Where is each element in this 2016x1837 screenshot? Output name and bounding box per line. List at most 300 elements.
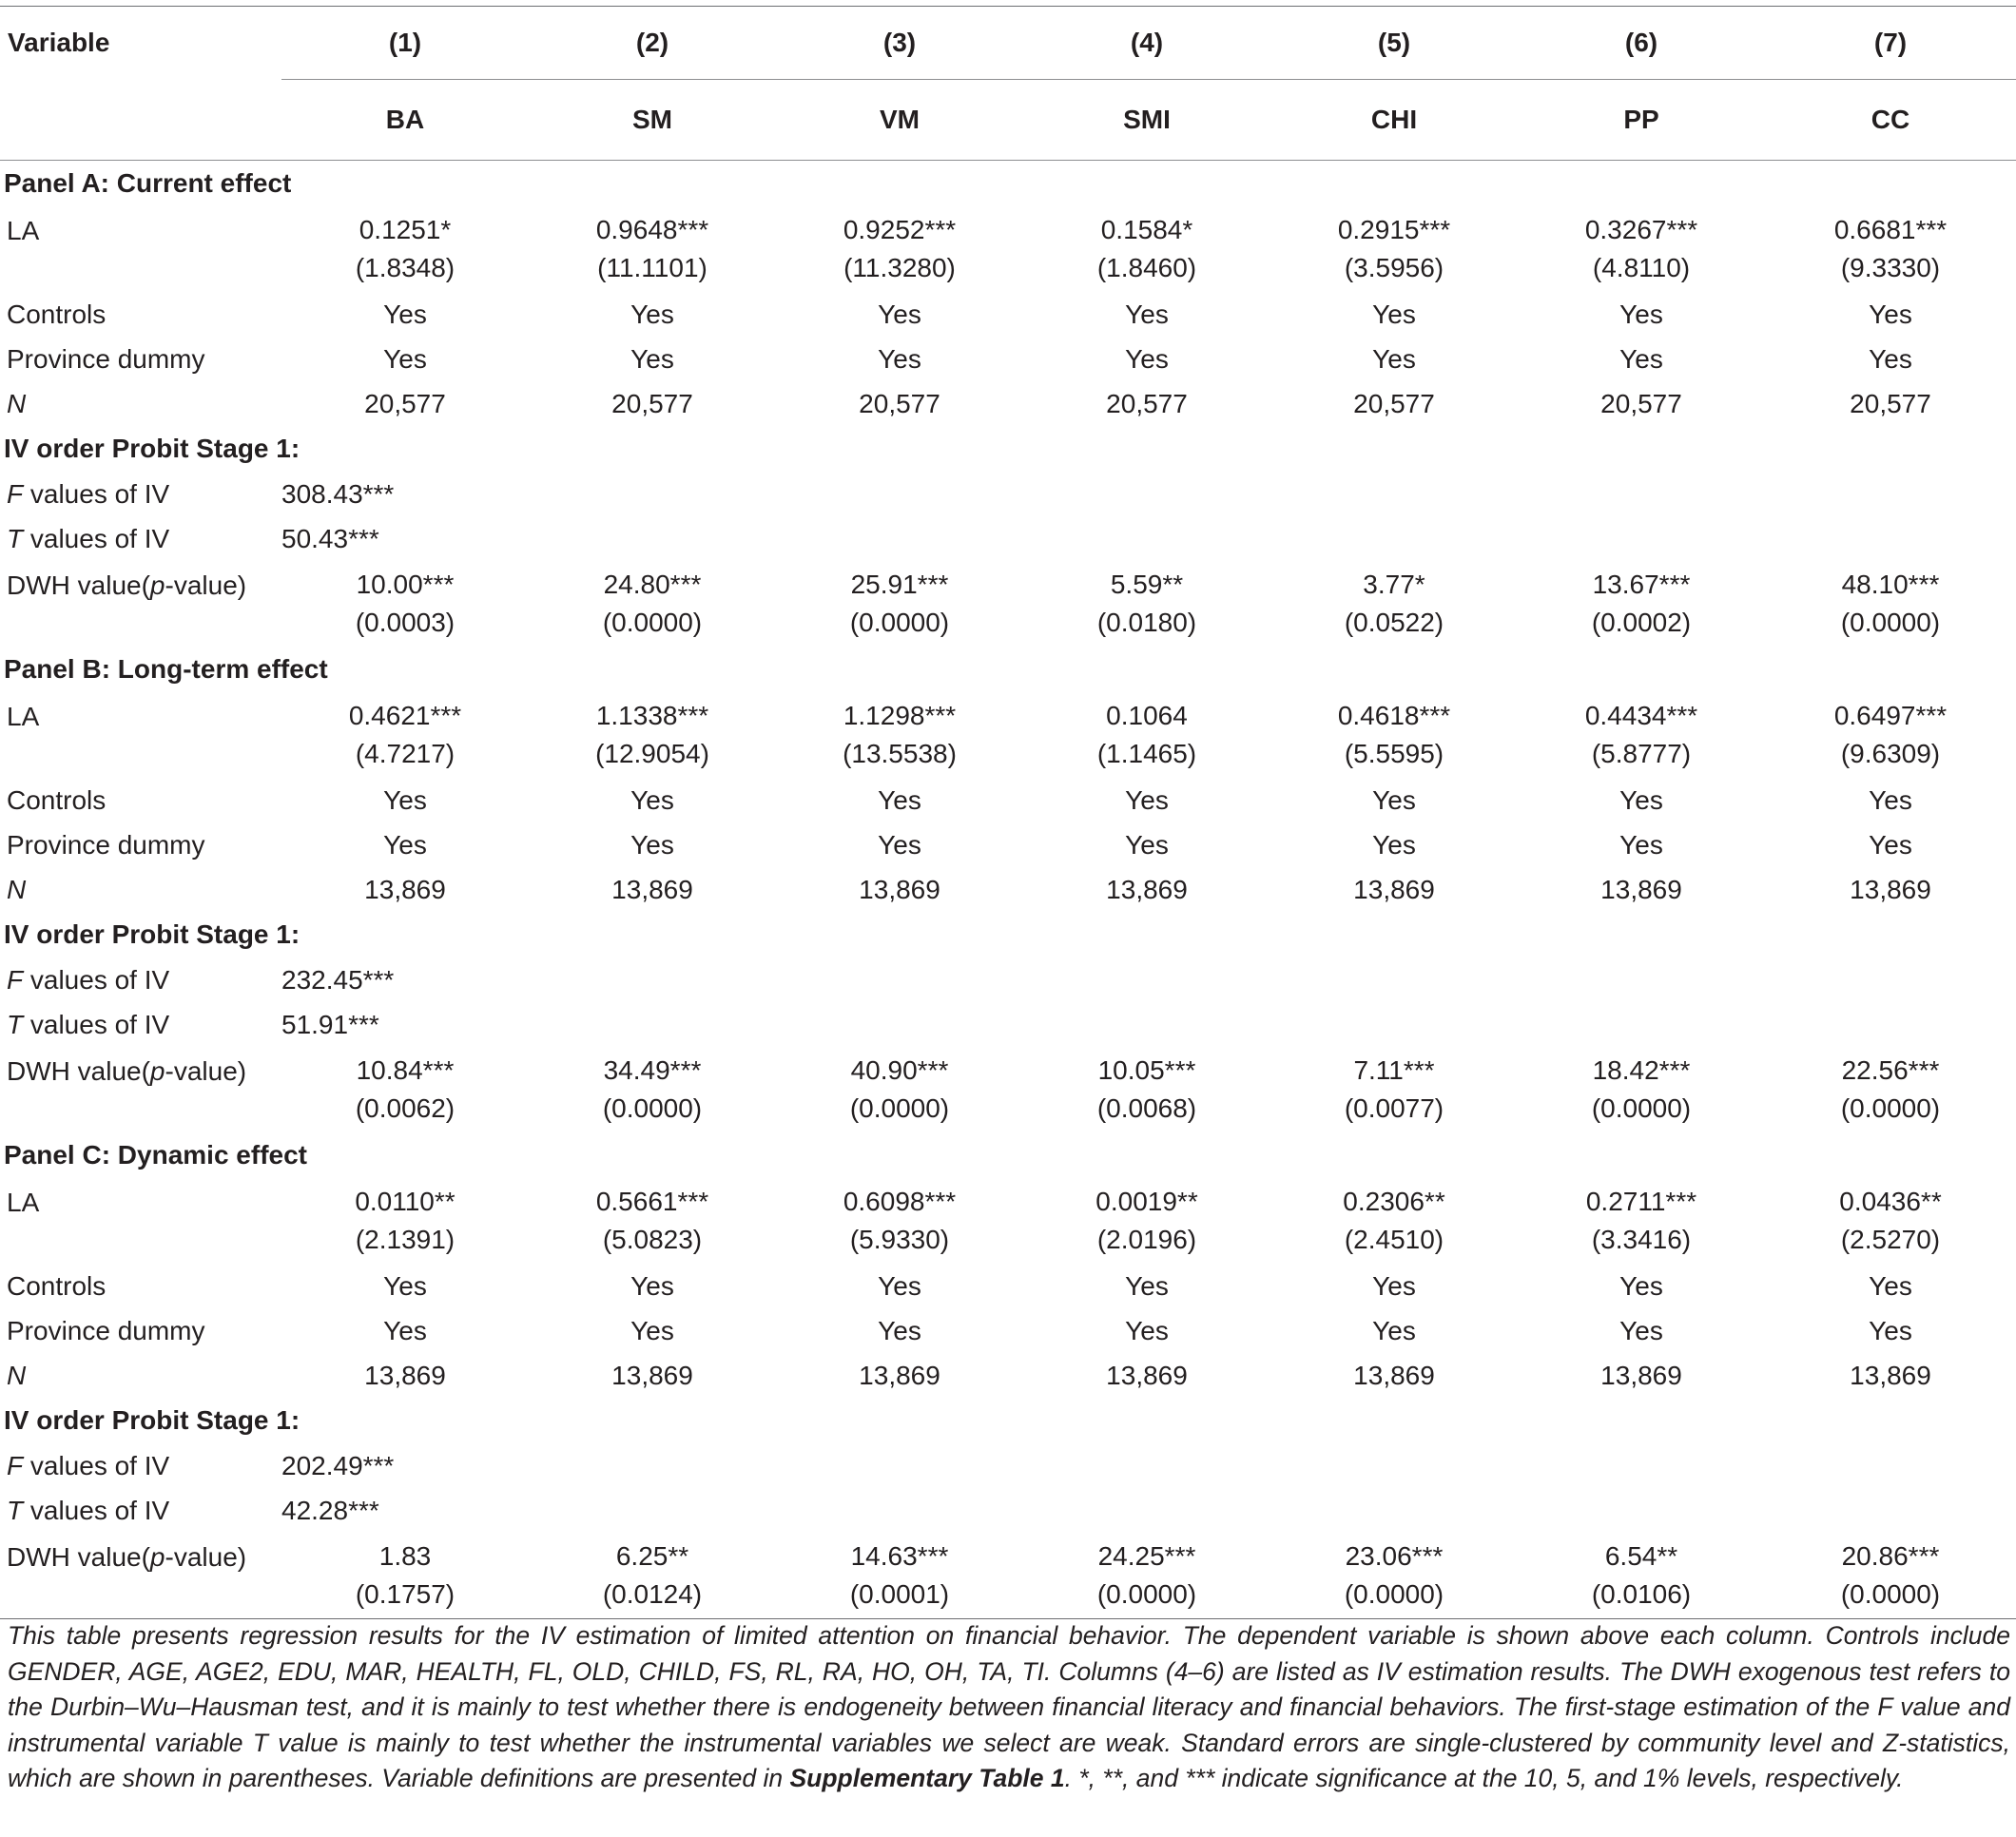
coefficient: 0.4621*** — [348, 701, 462, 730]
row-label-italic: F — [7, 1450, 24, 1480]
row-label-italic: T — [7, 1009, 24, 1039]
z-statistic: (13.5538) — [843, 739, 957, 768]
row-label-italic: F — [7, 478, 24, 509]
col-number: (7) — [1873, 28, 1908, 57]
panel-title: Panel B: Long-term effect — [4, 654, 328, 684]
dwh-cell — [776, 1533, 1023, 1619]
la-cell — [281, 206, 529, 292]
z-statistic: (3.3416) — [1591, 1225, 1692, 1254]
z-statistic: (9.3330) — [1840, 253, 1941, 282]
coefficient: 0.3267*** — [1584, 215, 1698, 244]
province-row — [0, 1308, 2016, 1353]
la-row — [0, 692, 2016, 778]
iv-stage-title: IV order Probit Stage 1: — [4, 1405, 300, 1435]
row-label-text: -value) — [165, 1542, 247, 1572]
controls-cell: Yes — [1372, 299, 1416, 329]
row-label — [0, 381, 281, 426]
dwh-cell — [1270, 561, 1518, 647]
header-blank — [0, 80, 281, 161]
row-label — [0, 1178, 281, 1264]
dwh-row — [0, 1047, 2016, 1132]
dwh-p-value: (0.0000) — [602, 1093, 703, 1123]
controls-cell: Yes — [878, 1270, 921, 1301]
controls-cell: Yes — [1372, 1270, 1416, 1301]
z-statistic: (5.0823) — [602, 1225, 703, 1254]
n-cell: 13,869 — [1106, 1360, 1188, 1390]
province-cell: Yes — [1619, 343, 1663, 374]
la-cell — [529, 206, 776, 292]
col-name: VM — [776, 80, 1023, 161]
dwh-cell — [281, 561, 529, 647]
row-label — [0, 337, 281, 381]
la-cell — [1270, 206, 1518, 292]
n-cell: 20,577 — [859, 388, 940, 418]
col-name: SM — [529, 80, 776, 161]
panel-title: Panel A: Current effect — [4, 168, 292, 198]
la-cell — [1023, 206, 1270, 292]
t-value: 50.43*** — [281, 523, 379, 553]
n-cell: 13,869 — [1106, 874, 1188, 904]
province-cell: Yes — [1125, 829, 1169, 860]
row-label-text: DWH value( — [7, 570, 150, 600]
coefficient: 0.2915*** — [1337, 215, 1451, 244]
row-label — [0, 1443, 281, 1488]
row-label-text: Province dummy — [7, 1315, 205, 1345]
dwh-cell — [1765, 1047, 2016, 1132]
panel-title-row — [0, 161, 2016, 207]
z-statistic: (11.1101) — [597, 253, 708, 282]
z-statistic: (9.6309) — [1840, 739, 1941, 768]
row-label — [0, 867, 281, 912]
dwh-p-value: (0.0062) — [355, 1093, 456, 1123]
controls-cell: Yes — [1869, 784, 1912, 815]
f-value: 308.43*** — [281, 478, 395, 509]
f-value: 202.49*** — [281, 1450, 395, 1480]
la-row — [0, 206, 2016, 292]
row-label — [0, 1353, 281, 1398]
province-cell: Yes — [878, 1315, 921, 1345]
la-cell — [776, 1178, 1023, 1264]
t-values-row — [0, 1488, 2016, 1533]
n-cell: 13,869 — [1353, 1360, 1435, 1390]
dwh-cell — [776, 561, 1023, 647]
controls-cell: Yes — [383, 784, 427, 815]
row-label — [0, 1002, 281, 1047]
dwh-value: 24.80*** — [603, 570, 702, 599]
la-cell — [1765, 692, 2016, 778]
row-label — [0, 292, 281, 337]
province-cell: Yes — [630, 829, 674, 860]
n-cell: 13,869 — [1850, 874, 1931, 904]
z-statistic: (11.3280) — [843, 253, 956, 282]
coefficient: 0.9252*** — [843, 215, 957, 244]
n-cell: 20,577 — [364, 388, 446, 418]
col-number: (4) — [1130, 28, 1164, 57]
dwh-value: 10.00*** — [356, 570, 455, 599]
la-cell — [1518, 206, 1765, 292]
coefficient: 0.0436** — [1839, 1187, 1942, 1216]
dwh-value: 3.77* — [1363, 570, 1425, 599]
col-name: SMI — [1023, 80, 1270, 161]
row-label — [0, 1308, 281, 1353]
n-cell: 13,869 — [611, 874, 693, 904]
province-cell: Yes — [630, 343, 674, 374]
row-label — [0, 1488, 281, 1533]
row-label-text: Province dummy — [7, 829, 205, 860]
controls-cell: Yes — [630, 1270, 674, 1301]
f-value: 232.45*** — [281, 964, 395, 995]
dwh-cell — [1518, 561, 1765, 647]
col-number: (6) — [1624, 28, 1658, 57]
la-cell — [1023, 692, 1270, 778]
coefficient: 0.4618*** — [1337, 701, 1451, 730]
dwh-value: 20.86*** — [1841, 1541, 1940, 1571]
row-label-text: -value) — [165, 1056, 247, 1086]
dwh-value: 25.91*** — [850, 570, 949, 599]
col-name: CHI — [1270, 80, 1518, 161]
province-cell: Yes — [1125, 1315, 1169, 1345]
dwh-p-value: (0.0000) — [1840, 608, 1941, 637]
dwh-cell — [529, 1047, 776, 1132]
dwh-cell — [1518, 1533, 1765, 1619]
col-name: BA — [281, 80, 529, 161]
z-statistic: (1.8348) — [355, 253, 456, 282]
z-statistic: (3.5956) — [1344, 253, 1444, 282]
row-label — [0, 1533, 281, 1619]
iv-stage-title-row — [0, 912, 2016, 957]
row-label-italic: N — [7, 1360, 27, 1390]
n-row — [0, 381, 2016, 426]
row-label-text: values of IV — [23, 1450, 170, 1480]
row-label-text: Controls — [7, 299, 107, 329]
n-cell: 13,869 — [364, 1360, 446, 1390]
z-statistic: (1.8460) — [1096, 253, 1197, 282]
coefficient: 0.1584* — [1100, 215, 1193, 244]
row-label — [0, 472, 281, 516]
z-statistic: (2.5270) — [1840, 1225, 1941, 1254]
n-cell: 20,577 — [611, 388, 693, 418]
row-label-text: values of IV — [23, 964, 170, 995]
province-cell: Yes — [1869, 343, 1912, 374]
row-label-text: values of IV — [23, 1495, 170, 1525]
dwh-p-value: (0.0000) — [1096, 1579, 1197, 1609]
z-statistic: (5.9330) — [849, 1225, 950, 1254]
province-cell: Yes — [383, 343, 427, 374]
la-cell — [529, 1178, 776, 1264]
dwh-p-value: (0.1757) — [355, 1579, 456, 1609]
panel-title-row — [0, 1132, 2016, 1178]
iv-stage-title-row — [0, 426, 2016, 472]
province-cell: Yes — [630, 1315, 674, 1345]
header-row-names — [0, 80, 2016, 161]
n-cell: 13,869 — [1600, 874, 1682, 904]
la-cell — [281, 1178, 529, 1264]
coefficient: 0.4434*** — [1584, 701, 1698, 730]
dwh-value: 7.11*** — [1353, 1055, 1435, 1085]
z-statistic: (5.8777) — [1591, 739, 1692, 768]
row-label-text: Controls — [7, 1270, 107, 1301]
dwh-value: 5.59** — [1110, 570, 1184, 599]
n-cell: 13,869 — [1850, 1360, 1931, 1390]
dwh-cell — [1765, 1533, 2016, 1619]
n-cell: 20,577 — [1353, 388, 1435, 418]
la-cell — [1023, 1178, 1270, 1264]
row-label-text: values of IV — [23, 478, 170, 509]
la-cell — [1518, 692, 1765, 778]
n-cell: 13,869 — [859, 874, 940, 904]
province-row — [0, 822, 2016, 867]
dwh-p-value: (0.0522) — [1344, 608, 1444, 637]
coefficient: 0.1251* — [359, 215, 452, 244]
la-row — [0, 1178, 2016, 1264]
coefficient: 0.6497*** — [1833, 701, 1948, 730]
variable-header: Variable — [8, 28, 110, 58]
f-values-row — [0, 472, 2016, 516]
z-statistic: (2.0196) — [1096, 1225, 1197, 1254]
province-cell: Yes — [1372, 829, 1416, 860]
controls-cell: Yes — [1869, 1270, 1912, 1301]
row-label-text: values of IV — [23, 1009, 170, 1039]
province-cell: Yes — [878, 829, 921, 860]
dwh-p-value: (0.0077) — [1344, 1093, 1444, 1123]
footnote-significance: . *, **, and *** indicate significance at the 10, 5, and 1% levels, respectively. — [1064, 1764, 1904, 1792]
dwh-p-value: (0.0000) — [849, 1093, 950, 1123]
z-statistic: (4.8110) — [1592, 253, 1691, 282]
n-cell: 13,869 — [364, 874, 446, 904]
province-cell: Yes — [1372, 343, 1416, 374]
dwh-cell — [1023, 561, 1270, 647]
dwh-value: 34.49*** — [603, 1055, 702, 1085]
dwh-value: 14.63*** — [850, 1541, 949, 1571]
controls-cell: Yes — [1619, 299, 1663, 329]
dwh-cell — [1518, 1047, 1765, 1132]
t-values-row — [0, 516, 2016, 561]
dwh-p-value: (0.0068) — [1096, 1093, 1197, 1123]
la-cell — [776, 206, 1023, 292]
row-label-text: Province dummy — [7, 343, 205, 374]
header-row-numbers — [0, 7, 2016, 80]
iv-stage-title: IV order Probit Stage 1: — [4, 919, 300, 949]
coefficient: 0.0110** — [355, 1187, 456, 1216]
dwh-cell — [529, 561, 776, 647]
coefficient: 1.1298*** — [843, 701, 957, 730]
dwh-p-value: (0.0000) — [1344, 1579, 1444, 1609]
dwh-value: 6.54** — [1604, 1541, 1678, 1571]
row-label — [0, 516, 281, 561]
dwh-value: 10.05*** — [1097, 1055, 1196, 1085]
coefficient: 0.0019** — [1095, 1187, 1198, 1216]
dwh-p-value: (0.0002) — [1591, 608, 1692, 637]
row-label-text: LA — [7, 1188, 40, 1217]
row-label-text: DWH value( — [7, 1542, 150, 1572]
row-label — [0, 1047, 281, 1132]
row-label-italic: N — [7, 874, 27, 904]
row-label-italic: T — [7, 1495, 24, 1525]
dwh-value: 22.56*** — [1841, 1055, 1940, 1085]
n-cell: 20,577 — [1850, 388, 1931, 418]
footnote-text: This table presents regression results for the IV estimation of limited attention on financial behavior. The dependent variable is shown above each column. Controls include GENDER, AGE, AGE2, EDU, MAR, HEALTH, FL, OLD, CHILD, FS, RL, RA, HO, OH, TA, TI. Columns (4–6) are listed as IV estimation results. The DWH exogenous test refers to the Durbin–Wu–Hausman test, and it is mainly to test whether there is endogeneity between financial literacy and financial behaviors. The first-stage estimation of the F value and instrumental variable T value is mainly to test whether the instrumental variables we select are weak. Standard errors are single-clustered by community level and Z-statistics, which are shown in parentheses. Variable definitions are presented in — [8, 1621, 2010, 1792]
dwh-value: 6.25** — [615, 1541, 689, 1571]
row-label-text: Controls — [7, 784, 107, 815]
z-statistic: (1.1465) — [1096, 739, 1197, 768]
n-cell: 13,869 — [1600, 1360, 1682, 1390]
controls-cell: Yes — [630, 784, 674, 815]
dwh-value: 23.06*** — [1345, 1541, 1444, 1571]
table-body — [0, 161, 2016, 1619]
dwh-p-value: (0.0000) — [849, 608, 950, 637]
dwh-cell — [1023, 1047, 1270, 1132]
row-label — [0, 206, 281, 292]
la-cell — [1518, 1178, 1765, 1264]
controls-cell: Yes — [1125, 784, 1169, 815]
row-label-italic: p — [149, 570, 165, 600]
controls-cell: Yes — [630, 299, 674, 329]
coefficient: 0.2711*** — [1585, 1187, 1697, 1216]
row-label-italic: N — [7, 388, 27, 418]
coefficient: 0.2306** — [1343, 1187, 1445, 1216]
controls-cell: Yes — [878, 784, 921, 815]
dwh-p-value: (0.0124) — [602, 1579, 703, 1609]
coefficient: 0.9648*** — [595, 215, 709, 244]
controls-row — [0, 292, 2016, 337]
dwh-p-value: (0.0001) — [849, 1579, 950, 1609]
coefficient: 0.6098*** — [843, 1187, 957, 1216]
z-statistic: (2.4510) — [1344, 1225, 1444, 1254]
row-label-italic: T — [7, 523, 24, 553]
n-row — [0, 1353, 2016, 1398]
n-cell: 13,869 — [611, 1360, 693, 1390]
province-cell: Yes — [878, 343, 921, 374]
controls-row — [0, 1264, 2016, 1308]
province-cell: Yes — [1869, 829, 1912, 860]
row-label — [0, 957, 281, 1002]
row-label — [0, 1264, 281, 1308]
n-cell: 20,577 — [1600, 388, 1682, 418]
coefficient: 0.1064 — [1106, 701, 1188, 730]
controls-row — [0, 778, 2016, 822]
dwh-cell — [1270, 1047, 1518, 1132]
dwh-cell — [529, 1533, 776, 1619]
row-label-text: LA — [7, 702, 40, 731]
z-statistic: (12.9054) — [595, 739, 709, 768]
coefficient: 0.6681*** — [1833, 215, 1948, 244]
dwh-cell — [1270, 1533, 1518, 1619]
province-cell: Yes — [1125, 343, 1169, 374]
row-label — [0, 692, 281, 778]
dwh-p-value: (0.0000) — [1840, 1579, 1941, 1609]
panel-title: Panel C: Dynamic effect — [4, 1140, 307, 1170]
col-number: (1) — [388, 28, 422, 57]
dwh-value: 24.25*** — [1097, 1541, 1196, 1571]
row-label — [0, 822, 281, 867]
dwh-p-value: (0.0180) — [1096, 608, 1197, 637]
province-row — [0, 337, 2016, 381]
col-number: (2) — [635, 28, 669, 57]
province-cell: Yes — [1619, 829, 1663, 860]
province-cell: Yes — [1372, 1315, 1416, 1345]
controls-cell: Yes — [1619, 784, 1663, 815]
row-label-text: DWH value( — [7, 1056, 150, 1086]
la-cell — [1270, 692, 1518, 778]
controls-cell: Yes — [1125, 299, 1169, 329]
dwh-p-value: (0.0003) — [355, 608, 456, 637]
panel-title-row — [0, 647, 2016, 692]
la-cell — [281, 692, 529, 778]
row-label-italic: F — [7, 964, 24, 995]
row-label-text: values of IV — [23, 523, 170, 553]
province-cell: Yes — [383, 829, 427, 860]
dwh-cell — [1023, 1533, 1270, 1619]
col-number: (3) — [882, 28, 917, 57]
footnote-supplementary-ref: Supplementary Table 1 — [789, 1764, 1065, 1792]
dwh-p-value: (0.0000) — [602, 608, 703, 637]
controls-cell: Yes — [1372, 784, 1416, 815]
dwh-cell — [281, 1533, 529, 1619]
n-cell: 20,577 — [1106, 388, 1188, 418]
province-cell: Yes — [383, 1315, 427, 1345]
coefficient: 1.1338*** — [595, 701, 709, 730]
coefficient: 0.5661*** — [595, 1187, 709, 1216]
dwh-cell — [1765, 561, 2016, 647]
n-cell: 13,869 — [859, 1360, 940, 1390]
z-statistic: (2.1391) — [355, 1225, 456, 1254]
controls-cell: Yes — [1619, 1270, 1663, 1301]
row-label-text: -value) — [165, 570, 247, 600]
iv-stage-title-row — [0, 1398, 2016, 1443]
la-cell — [529, 692, 776, 778]
dwh-value: 13.67*** — [1592, 570, 1691, 599]
t-values-row — [0, 1002, 2016, 1047]
row-label-italic: p — [149, 1542, 165, 1572]
dwh-p-value: (0.0000) — [1591, 1093, 1692, 1123]
z-statistic: (4.7217) — [355, 739, 456, 768]
col-name: CC — [1765, 80, 2016, 161]
dwh-cell — [281, 1047, 529, 1132]
row-label-italic: p — [149, 1056, 165, 1086]
results-table — [0, 6, 2016, 1619]
row-label — [0, 778, 281, 822]
t-value: 42.28*** — [281, 1495, 379, 1525]
z-statistic: (5.5595) — [1344, 739, 1444, 768]
col-name: PP — [1518, 80, 1765, 161]
dwh-value: 48.10*** — [1841, 570, 1940, 599]
la-cell — [1765, 1178, 2016, 1264]
n-cell: 13,869 — [1353, 874, 1435, 904]
dwh-value: 18.42*** — [1592, 1055, 1691, 1085]
iv-stage-title: IV order Probit Stage 1: — [4, 434, 300, 463]
f-values-row — [0, 957, 2016, 1002]
la-cell — [776, 692, 1023, 778]
dwh-p-value: (0.0000) — [1840, 1093, 1941, 1123]
col-number: (5) — [1377, 28, 1411, 57]
table-footnote — [8, 1618, 2010, 1797]
dwh-value: 10.84*** — [356, 1055, 455, 1085]
dwh-row — [0, 561, 2016, 647]
controls-cell: Yes — [383, 1270, 427, 1301]
province-cell: Yes — [1869, 1315, 1912, 1345]
controls-cell: Yes — [383, 299, 427, 329]
dwh-value: 1.83 — [378, 1541, 432, 1571]
dwh-p-value: (0.0106) — [1591, 1579, 1692, 1609]
dwh-value: 40.90*** — [850, 1055, 949, 1085]
dwh-cell — [776, 1047, 1023, 1132]
province-cell: Yes — [1619, 1315, 1663, 1345]
controls-cell: Yes — [1125, 1270, 1169, 1301]
la-cell — [1270, 1178, 1518, 1264]
row-label-text: LA — [7, 216, 40, 245]
t-value: 51.91*** — [281, 1009, 379, 1039]
controls-cell: Yes — [878, 299, 921, 329]
